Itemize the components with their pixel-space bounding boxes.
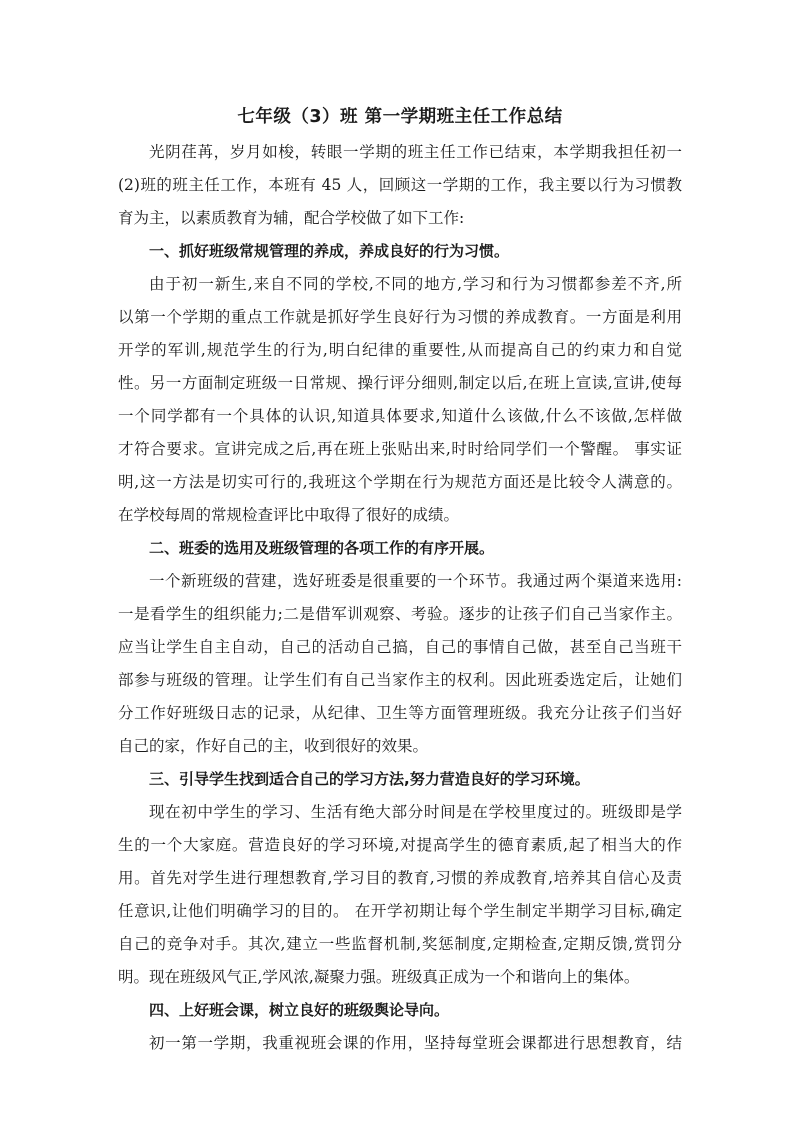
text-line: 以第一个学期的重点工作就是抓好学生良好行为习惯的养成教育。一方面是利用 [118,308,682,326]
text-line: 任意识,让他们明确学习的目的。 在开学初期让每个学生制定半期学习目标,确定 [118,902,682,920]
text-line: 生的一个大家庭。营造良好的学习环境,对提高学生的德育素质,起了相当大的作 [118,836,682,854]
text-line: 用。首先对学生进行理想教育,学习目的教育,习惯的养成教育,培养其自信心及责 [118,869,682,887]
text-line: 自己的家，作好自己的主，收到很好的效果。 [118,737,429,755]
text-line: 一个同学都有一个具体的认识,知道具体要求,知道什么该做,什么不该做,怎样做 [118,407,682,425]
text-line: 部参与班级的管理。让学生们有自己当家作主的权利。因此班委选定后，让她们 [118,671,682,689]
text-line: 明,这一方法是切实可行的,我班这个学期在行为规范方面还是比较令人满意的。 [118,473,682,491]
text-line: 开学的军训,规范学生的行为,明白纪律的重要性,从而提高自己的约束力和自觉 [118,341,682,359]
document-page [118,102,682,1060]
text-line: 在学校每周的常规检查评比中取得了很好的成绩。 [118,506,460,524]
text-line: 才符合要求。宣讲完成之后,再在班上张贴出来,时时给同学们一个警醒。 事实证 [118,440,682,458]
text-line: 性。另一方面制定班级一日常规、操行评分细则,制定以后,在班上宣读,宣讲,使每 [118,374,682,392]
paragraph-section-1 [118,268,682,532]
text-line: 应当让学生自主自动，自己的活动自己搞，自己的事情自己做，甚至自己当班干 [118,638,682,656]
text-line: 明。现在班级风气正,学风浓,凝聚力强。班级真正成为一个和谐向上的集体。 [118,968,640,986]
paragraph-section-3 [118,796,682,994]
text-line: 自己的竞争对手。其次,建立一些监督机制,奖惩制度,定期检查,定期反馈,赏罚分 [118,935,682,953]
text-line: (2)班的班主任工作，本班有 45 人，回顾这一学期的工作，我主要以行为习惯教 [118,176,682,194]
text-line: 光阴荏苒，岁月如梭，转眼一学期的班主任工作已结束，本学期我担任初一 [149,143,682,161]
text-line: 一是看学生的组织能力;二是借军训观察、考验。逐步的让孩子们自己当家作主。 [118,605,682,623]
paragraph-section-4 [118,1027,682,1060]
section-heading-1: 一、抓好班级常规管理的养成，养成良好的行为习惯。 [149,242,510,260]
text-line: 由于初一新生,来自不同的学校,不同的地方,学习和行为习惯都参差不齐,所 [149,275,682,293]
text-line: 现在初中学生的学习、生活有绝大部分时间是在学校里度过的。班级即是学 [149,803,682,821]
text-line: 一个新班级的营建，选好班委是很重要的一个环节。我通过两个渠道来选用: [149,572,682,590]
paragraph-intro [118,136,682,235]
text-line: 分工作好班级日志的记录，从纪律、卫生等方面管理班级。我充分让孩子们当好 [118,704,682,722]
document-title: 七年级（3）班 第一学期班主任工作总结 [237,107,563,127]
paragraph-section-2 [118,565,682,763]
section-heading-3: 三、引导学生找到适合自己的学习方法,努力营造良好的学习环境。 [149,770,590,788]
text-line: 育为主，以素质教育为辅，配合学校做了如下工作: [118,209,465,227]
section-heading-4: 四、上好班会课，树立良好的班级舆论导向。 [149,1001,450,1019]
section-heading-2: 二、班委的选用及班级管理的各项工作的有序开展。 [149,539,495,557]
text-line: 初一第一学期，我重视班会课的作用，坚持每堂班会课都进行思想教育，结 [149,1034,682,1052]
